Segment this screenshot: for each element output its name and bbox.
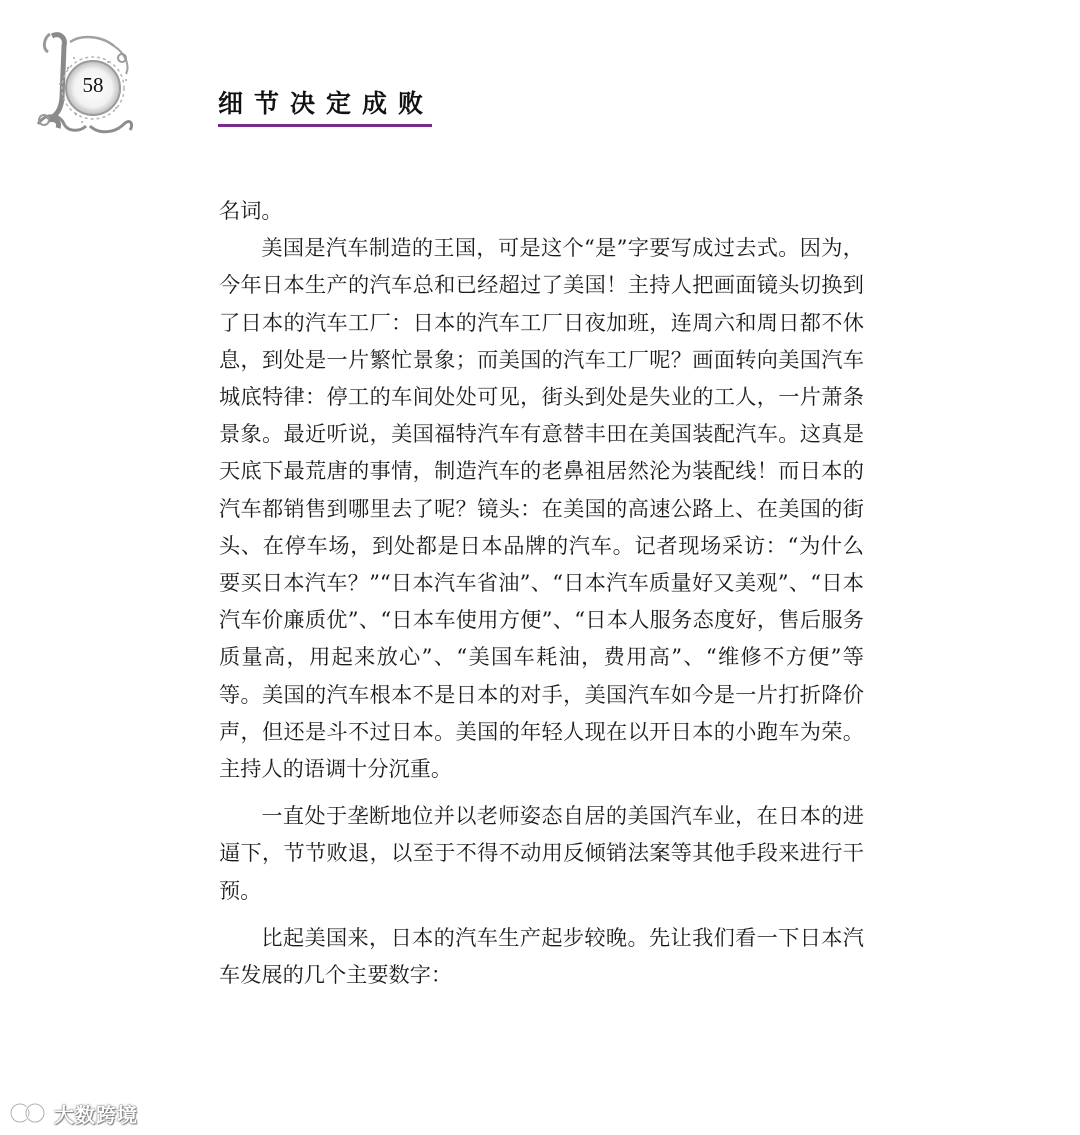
page-number: 58	[82, 73, 104, 97]
paragraph: 比起美国来，日本的汽车生产起步较晚。先让我们看一下日本汽车发展的几个主要数字：	[219, 924, 864, 988]
running-header-title: 细节决定成败	[218, 89, 435, 118]
header-underline	[218, 124, 432, 127]
watermark-text: 大数跨境	[54, 1102, 138, 1127]
paragraph: 一直处于垄断地位并以老师姿态自居的美国汽车业，在日本的进逼下，节节败退，以至于不得不动用反倾销法案等其他手段来进行干预。	[219, 803, 864, 903]
paragraph: 名词。	[219, 198, 283, 223]
watermark-logo-icon	[8, 1101, 48, 1125]
watermark	[8, 1098, 138, 1128]
body-text	[219, 192, 864, 993]
paragraph: 美国是汽车制造的王国，可是这个“是”字要写成过去式。因为，今年日本生产的汽车总和已经超过了美国！主持人把画面镜头切换到了日本的汽车工厂：日本的汽车工厂日夜加班，连周六和周日都不休息，到处是一片繁忙景象；而美国的汽车工厂呢？画面转向美国汽车城底特律：停工的车间处处可见，街头到处是失业的工人，一片萧条景象。最近听说，美国福特汽车有意替丰田在美国装配汽车。这真是天底下最荒唐的事情，制造汽车的老鼻祖居然沦为装配线！而日本的汽车都销售到哪里去了呢？镜头：在美国的高速公路上、在美国的街头、在停车场，到处都是日本品牌的汽车。记者现场采访：“为什么要买日本汽车？”“日本汽车省油”、“日本汽车质量好又美观”、“日本汽车价廉质优”、“日本车使用方便”、“日本人服务态度好，售后服务质量高，用起来放心”、“美国车耗油，费用高”、“维修不方便”等等。美国的汽车根本不是日本的对手，美国汽车如今是一片打折降价声，但还是斗不过日本。美国的年轻人现在以开日本的小跑车为荣。主持人的语调十分沉重。	[219, 235, 864, 782]
